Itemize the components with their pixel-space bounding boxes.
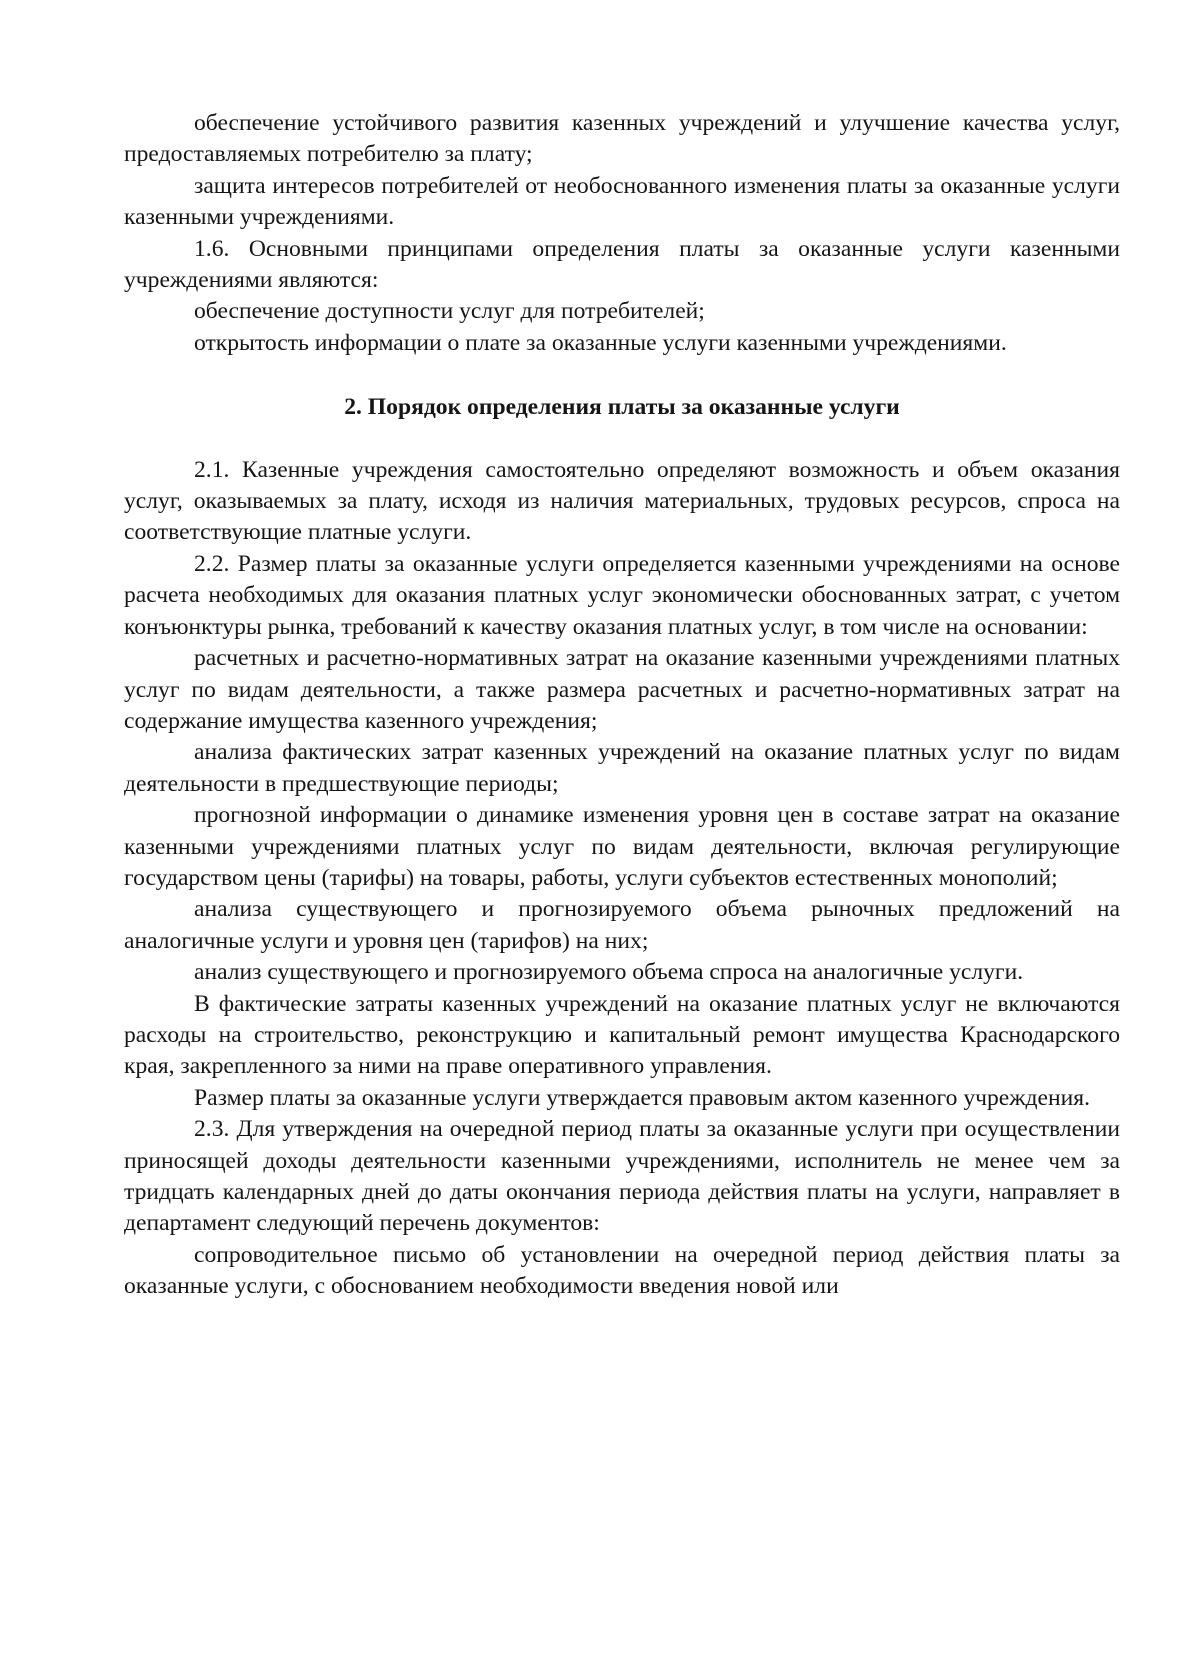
paragraph-service-accessibility: обеспечение доступности услуг для потребителей; xyxy=(194,298,705,325)
document-page xyxy=(124,108,1120,1303)
section-heading: 2. Порядок определения платы за оказанные услуги xyxy=(344,394,900,421)
paragraph-excluded-costs: В фактические затраты казенных учреждений на оказание платных услуг не включаются расходы на строительство, реконструкцию и капитальный ремонт имущества Краснодарского края, закрепленного за ними на праве оперативного управления. xyxy=(124,990,1120,1080)
paragraph-calculated-costs: расчетных и расчетно-нормативных затрат на оказание казенными учреждениями платных услуг по видам деятельности, а также размера расчетных и расчетно-нормативных затрат на содержание имущества казенного учреждения; xyxy=(124,645,1120,734)
paragraph-information-openness: открытость информации о плате за оказанные услуги казенными учреждениями. xyxy=(194,329,1007,356)
paragraph-cover-letter: сопроводительное письмо об установлении на очередной период действия платы за оказанные услуги, с обоснованием необходимости введения новой или xyxy=(124,1241,1120,1300)
paragraph-market-offers-analysis: анализа существующего и прогнозируемого объема рыночных предложений на аналогичные услуги и уровня цен (тарифов) на них; xyxy=(124,896,1120,954)
paragraph-2-1: 2.1. Казенные учреждения самостоятельно определяют возможность и объем оказания услуг, оказываемых за плату, исходя из наличия материальных, трудовых ресурсов, спроса на соответствующие платные услуги. xyxy=(124,456,1120,546)
paragraph-sustainable-development: обеспечение устойчивого развития казенных учреждений и улучшение качества услуг, предоставляемых потребителю за плату; xyxy=(124,110,1120,168)
paragraph-actual-costs-analysis: анализа фактических затрат казенных учреждений на оказание платных услуг по видам деятельности в предшествующие периоды; xyxy=(124,739,1120,797)
paragraph-2-3: 2.3. Для утверждения на очередной период платы за оказанные услуги при осуществлении приносящей доходы деятельности казенными учреждениями, исполнитель не менее чем за тридцать календарных дней до даты окончания периода действия платы на услуги, направляет в департамент следующий перечень документов: xyxy=(124,1116,1120,1237)
paragraph-price-forecast: прогнозной информации о динамике изменения уровня цен в составе затрат на оказание казенными учреждениями платных услуг по видам деятельности, включая регулирующие государством цены (тарифы) на товары, работы, услуги субъектов естественных монополий; xyxy=(124,802,1120,891)
paragraph-2-2: 2.2. Размер платы за оказанные услуги определяется казенными учреждениями на основе расчета необходимых для оказания платных услуг экономически обоснованных затрат, с учетом конъюнктуры рынка, требований к качеству оказания платных услуг, в том числе на основании: xyxy=(124,550,1120,640)
paragraph-fee-approval: Размер платы за оказанные услуги утверждается правовым актом казенного учреждения. xyxy=(194,1084,1091,1111)
paragraph-consumer-protection: защита интересов потребителей от необоснованного изменения платы за оказанные услуги казенными учреждениями. xyxy=(124,172,1120,231)
paragraph-1-6-principles: 1.6. Основными принципами определения платы за оказанные услуги казенными учреждениями являются: xyxy=(124,235,1120,294)
section-heading-wrapper xyxy=(124,392,1120,423)
paragraph-demand-analysis: анализ существующего и прогнозируемого объема спроса на аналогичные услуги. xyxy=(194,959,1024,986)
